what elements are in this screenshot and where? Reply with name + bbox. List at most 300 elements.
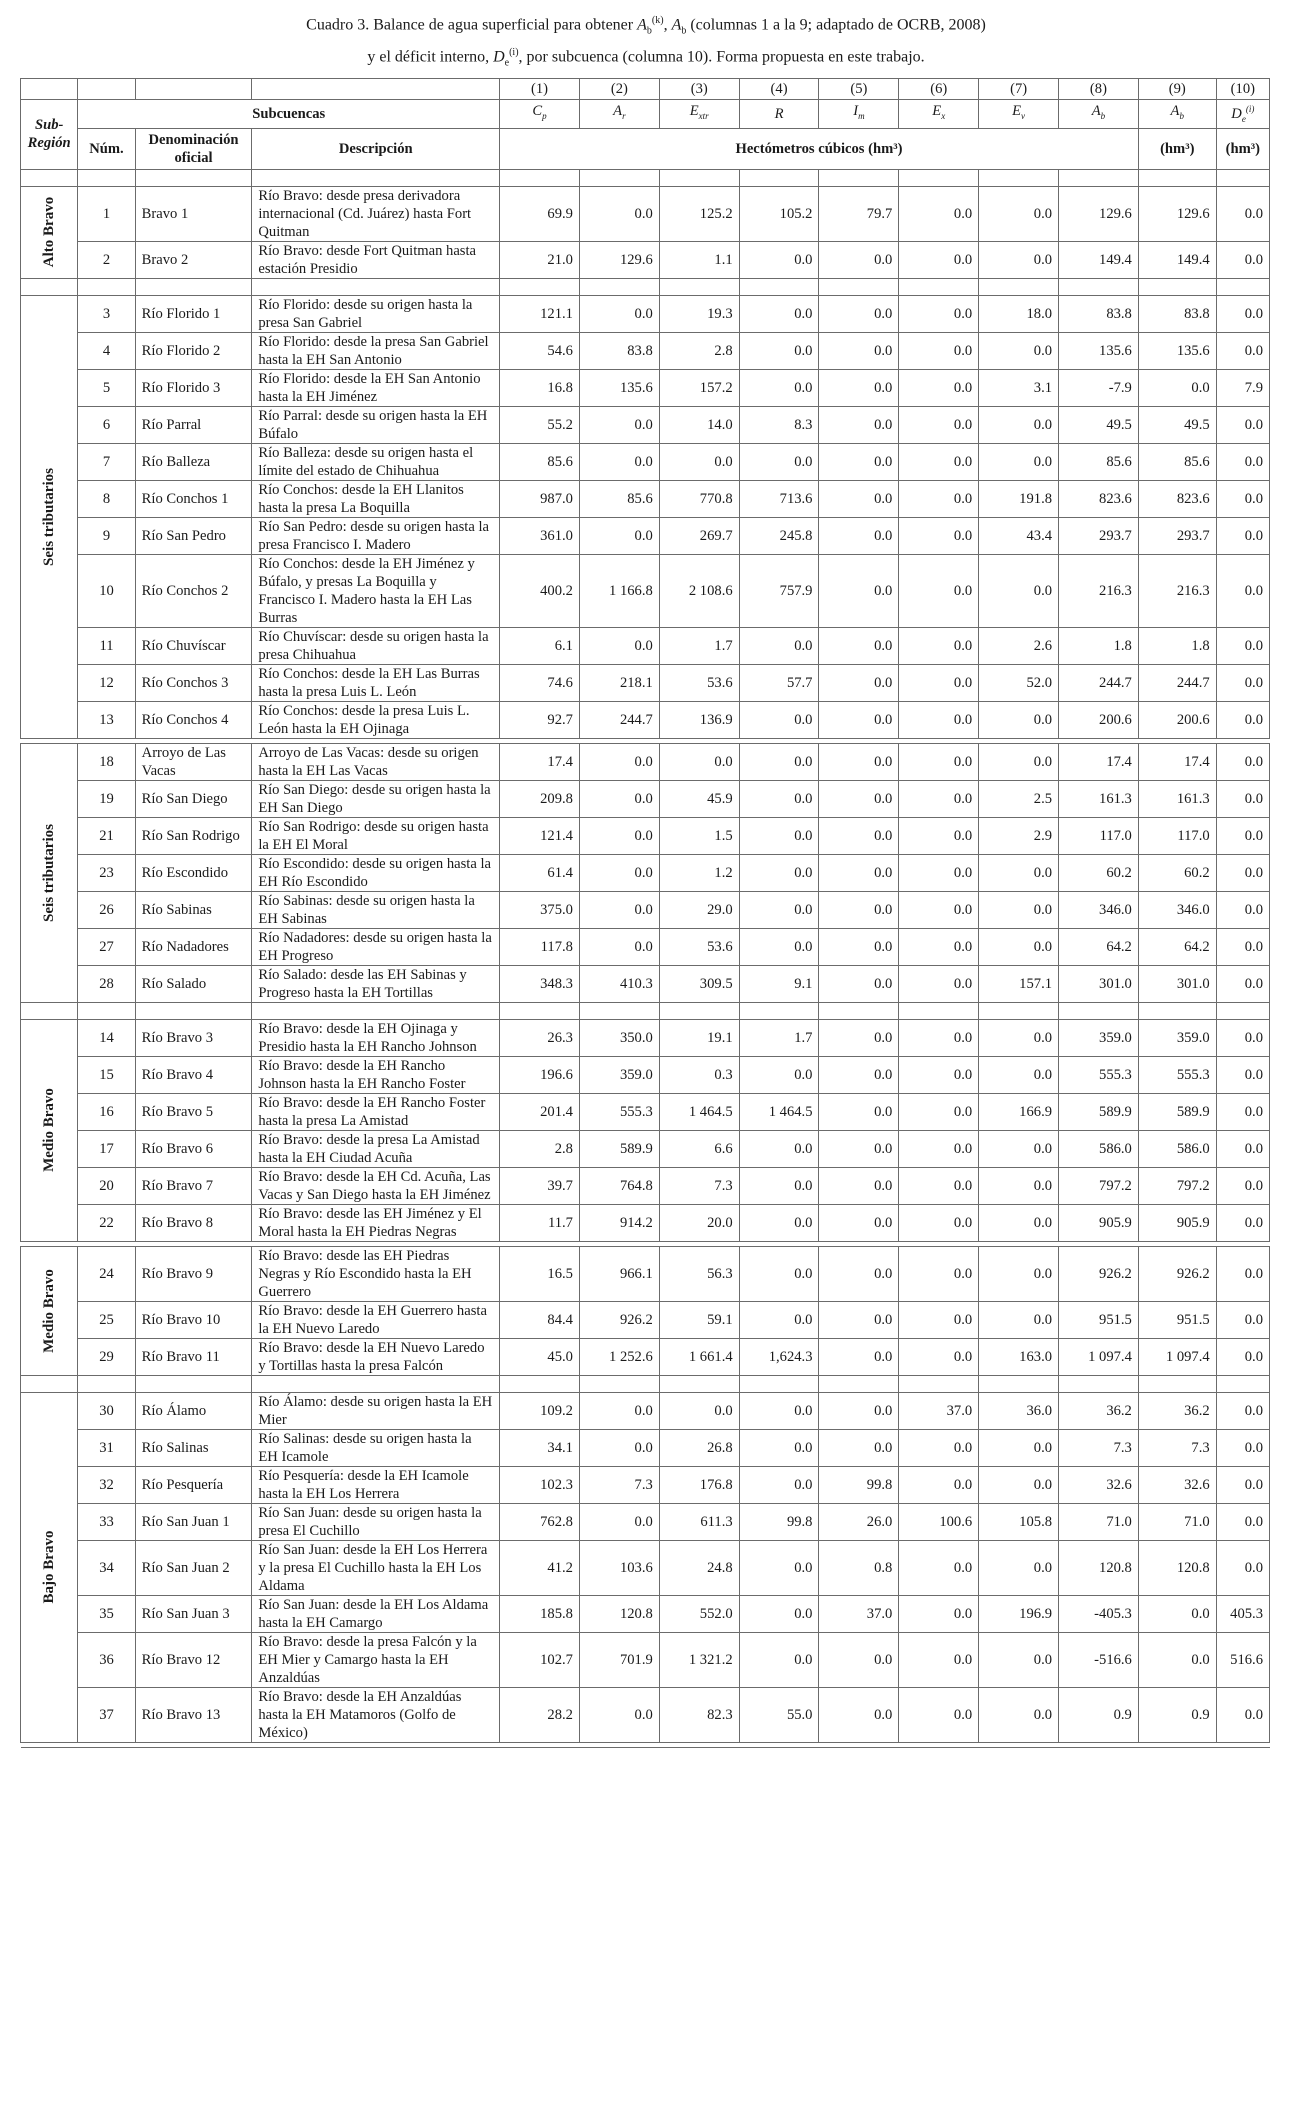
blank-cell: [1138, 169, 1216, 186]
subcuenca-description: Río Bravo: desde la EH Anzaldúas hasta la EH Matamoros (Golfo de México): [252, 1687, 500, 1742]
table-row: [21, 1687, 1270, 1742]
value-cell-col-7: 2.9: [979, 817, 1059, 854]
subcuenca-number: 30: [78, 1392, 135, 1429]
value-cell-col-4: 1.7: [739, 1019, 819, 1056]
table-row: [21, 1301, 1270, 1338]
value-cell-col-8: 60.2: [1059, 854, 1139, 891]
value-cell-col-2: 244.7: [579, 701, 659, 738]
table-row: [21, 928, 1270, 965]
subcuenca-number: 11: [78, 627, 135, 664]
blank-cell: [899, 1375, 979, 1392]
value-cell-col-5: 0.0: [819, 295, 899, 332]
value-cell-col-1: 34.1: [500, 1429, 580, 1466]
blank-cell: [819, 169, 899, 186]
value-cell-col-3: 45.9: [659, 780, 739, 817]
column-number: (2): [579, 79, 659, 100]
blank-cell: [739, 1375, 819, 1392]
value-cell-col-6: 0.0: [899, 1167, 979, 1204]
value-cell-col-3: 53.6: [659, 664, 739, 701]
value-cell-col-7: 166.9: [979, 1093, 1059, 1130]
blank-cell: [1059, 1742, 1139, 1747]
subcuenca-name: Río Conchos 3: [135, 664, 252, 701]
value-cell-col-2: 764.8: [579, 1167, 659, 1204]
subcuenca-number: 2: [78, 241, 135, 278]
value-cell-col-10: 0.0: [1216, 743, 1269, 780]
table-row: [21, 1204, 1270, 1241]
value-cell-col-8: 71.0: [1059, 1503, 1139, 1540]
value-cell-col-4: 0.0: [739, 1429, 819, 1466]
value-cell-col-2: 701.9: [579, 1632, 659, 1687]
blank-cell: [1138, 278, 1216, 295]
blank-cell: [78, 1375, 135, 1392]
value-cell-col-5: 0.0: [819, 664, 899, 701]
blank-cell: [739, 1742, 819, 1747]
value-cell-col-3: 2 108.6: [659, 554, 739, 627]
blank-cell: [1138, 1375, 1216, 1392]
value-cell-col-8: 926.2: [1059, 1246, 1139, 1301]
value-cell-col-8: 586.0: [1059, 1130, 1139, 1167]
blank-cell: [1138, 1002, 1216, 1019]
value-cell-col-3: 26.8: [659, 1429, 739, 1466]
subcuenca-description: Río San Diego: desde su origen hasta la EH San Diego: [252, 780, 500, 817]
subcuenca-number: 26: [78, 891, 135, 928]
value-cell-col-6: 0.0: [899, 780, 979, 817]
value-cell-col-1: 16.5: [500, 1246, 580, 1301]
value-cell-col-1: 17.4: [500, 743, 580, 780]
value-cell-col-7: 0.0: [979, 1056, 1059, 1093]
subcuenca-description: Río San Juan: desde la EH Los Aldama hasta la EH Camargo: [252, 1595, 500, 1632]
subcuenca-name: Río San Rodrigo: [135, 817, 252, 854]
value-cell-col-10: 0.0: [1216, 701, 1269, 738]
value-cell-col-4: 57.7: [739, 664, 819, 701]
descripcion-header: Descripción: [252, 128, 500, 169]
table-row: [21, 1392, 1270, 1429]
value-cell-col-8: 359.0: [1059, 1019, 1139, 1056]
table-header: [21, 79, 1270, 170]
value-cell-col-6: 0.0: [899, 1687, 979, 1742]
value-cell-col-7: 0.0: [979, 1540, 1059, 1595]
value-cell-col-8: -7.9: [1059, 369, 1139, 406]
subcuenca-name: Río Bravo 13: [135, 1687, 252, 1742]
value-cell-col-1: 11.7: [500, 1204, 580, 1241]
blank-cell: [1059, 278, 1139, 295]
value-cell-col-2: 0.0: [579, 517, 659, 554]
blank-cell: [21, 169, 78, 186]
value-cell-col-3: 14.0: [659, 406, 739, 443]
value-cell-col-8: 200.6: [1059, 701, 1139, 738]
value-cell-col-10: 0.0: [1216, 1338, 1269, 1375]
symbol-base: I: [853, 103, 859, 120]
value-cell-col-1: 74.6: [500, 664, 580, 701]
subcuenca-number: 20: [78, 1167, 135, 1204]
subcuenca-name: Río Pesquería: [135, 1466, 252, 1503]
value-cell-col-3: 19.1: [659, 1019, 739, 1056]
value-cell-col-8: 589.9: [1059, 1093, 1139, 1130]
subcuenca-number: 32: [78, 1466, 135, 1503]
subregion-cell: [21, 1392, 78, 1742]
value-cell-col-10: 0.0: [1216, 965, 1269, 1002]
value-cell-col-5: 0.0: [819, 1301, 899, 1338]
value-cell-col-10: 0.0: [1216, 1056, 1269, 1093]
blank-cell: [500, 1002, 580, 1019]
value-cell-col-5: 0.0: [819, 1429, 899, 1466]
subcuenca-number: 8: [78, 480, 135, 517]
value-cell-col-7: 0.0: [979, 186, 1059, 241]
value-cell-col-8: 129.6: [1059, 186, 1139, 241]
value-cell-col-8: 951.5: [1059, 1301, 1139, 1338]
blank-cell: [979, 278, 1059, 295]
value-cell-col-5: 0.0: [819, 1167, 899, 1204]
value-cell-col-1: 2.8: [500, 1130, 580, 1167]
value-cell-col-8: 149.4: [1059, 241, 1139, 278]
value-cell-col-10: 0.0: [1216, 554, 1269, 627]
value-cell-col-7: 0.0: [979, 1130, 1059, 1167]
blank-cell: [1059, 169, 1139, 186]
value-cell-col-9: 0.0: [1138, 369, 1216, 406]
caption-symbol: A: [637, 16, 647, 34]
blank-cell: [899, 1002, 979, 1019]
subregion-label: Seis tributarios: [41, 467, 58, 566]
column-number: (8): [1059, 79, 1139, 100]
blank-cell: [135, 1742, 252, 1747]
caption-symbol-sub: e: [504, 57, 510, 69]
value-cell-col-2: 0.0: [579, 1392, 659, 1429]
value-cell-col-2: 0.0: [579, 443, 659, 480]
value-cell-col-2: 0.0: [579, 854, 659, 891]
value-cell-col-2: 0.0: [579, 295, 659, 332]
value-cell-col-2: 120.8: [579, 1595, 659, 1632]
caption-symbol: A: [671, 16, 682, 34]
value-cell-col-8: 64.2: [1059, 928, 1139, 965]
column-symbol: [1138, 100, 1216, 129]
value-cell-col-10: 0.0: [1216, 517, 1269, 554]
caption-text: (columnas 1 a la 9; adaptado de OCRB, 2008): [686, 16, 986, 34]
blank-cell: [252, 278, 500, 295]
value-cell-col-9: 49.5: [1138, 406, 1216, 443]
symbol-base: A: [1091, 103, 1101, 120]
subcuenca-name: Río Florido 3: [135, 369, 252, 406]
caption-symbol-sup: (i): [509, 46, 519, 58]
value-cell-col-7: 0.0: [979, 241, 1059, 278]
subcuenca-name: Río San Juan 1: [135, 1503, 252, 1540]
value-cell-col-10: 0.0: [1216, 443, 1269, 480]
subcuenca-name: Río San Pedro: [135, 517, 252, 554]
value-cell-col-5: 26.0: [819, 1503, 899, 1540]
blank-cell: [500, 1375, 580, 1392]
subcuenca-description: Río Bravo: desde la presa La Amistad hasta la EH Ciudad Acuña: [252, 1130, 500, 1167]
subcuenca-description: Río Bravo: desde las EH Jiménez y El Moral hasta la EH Piedras Negras: [252, 1204, 500, 1241]
symbol-base: E: [932, 103, 942, 120]
value-cell-col-2: 1 166.8: [579, 554, 659, 627]
value-cell-col-3: 6.6: [659, 1130, 739, 1167]
column-number: (3): [659, 79, 739, 100]
blank-cell: [21, 79, 78, 100]
value-cell-col-5: 0.0: [819, 965, 899, 1002]
table-row: [21, 1019, 1270, 1056]
value-cell-col-8: 1.8: [1059, 627, 1139, 664]
value-cell-col-3: 552.0: [659, 1595, 739, 1632]
value-cell-col-7: 36.0: [979, 1392, 1059, 1429]
value-cell-col-10: 405.3: [1216, 1595, 1269, 1632]
value-cell-col-9: 64.2: [1138, 928, 1216, 965]
subcuenca-name: Río Bravo 10: [135, 1301, 252, 1338]
value-cell-col-4: 105.2: [739, 186, 819, 241]
value-cell-col-2: 7.3: [579, 1466, 659, 1503]
value-cell-col-9: 71.0: [1138, 1503, 1216, 1540]
value-cell-col-6: 0.0: [899, 1540, 979, 1595]
value-cell-col-5: 0.0: [819, 928, 899, 965]
value-cell-col-5: 0.0: [819, 817, 899, 854]
value-cell-col-9: 117.0: [1138, 817, 1216, 854]
subcuenca-number: 22: [78, 1204, 135, 1241]
subcuenca-name: Río Álamo: [135, 1392, 252, 1429]
value-cell-col-7: 0.0: [979, 1246, 1059, 1301]
value-cell-col-8: 32.6: [1059, 1466, 1139, 1503]
subcuenca-description: Río San Pedro: desde su origen hasta la presa Francisco I. Madero: [252, 517, 500, 554]
value-cell-col-2: 0.0: [579, 817, 659, 854]
value-cell-col-1: 987.0: [500, 480, 580, 517]
value-cell-col-6: 0.0: [899, 1056, 979, 1093]
value-cell-col-4: 0.0: [739, 1204, 819, 1241]
subcuenca-name: Río Bravo 7: [135, 1167, 252, 1204]
value-cell-col-3: 1.7: [659, 627, 739, 664]
unit-header-10: (hm³): [1216, 128, 1269, 169]
subcuenca-name: Río Conchos 2: [135, 554, 252, 627]
subcuenca-description: Río Bravo: desde Fort Quitman hasta estación Presidio: [252, 241, 500, 278]
value-cell-col-1: 117.8: [500, 928, 580, 965]
table-row: [21, 1338, 1270, 1375]
value-cell-col-6: 0.0: [899, 1466, 979, 1503]
blank-cell: [135, 1375, 252, 1392]
value-cell-col-6: 0.0: [899, 701, 979, 738]
subcuenca-name: Río San Diego: [135, 780, 252, 817]
value-cell-col-1: 209.8: [500, 780, 580, 817]
value-cell-col-2: 0.0: [579, 780, 659, 817]
blank-cell: [579, 1742, 659, 1747]
table-row: [21, 780, 1270, 817]
column-symbol: [579, 100, 659, 129]
subcuenca-description: Río Álamo: desde su origen hasta la EH Mier: [252, 1392, 500, 1429]
table-row: [21, 443, 1270, 480]
blank-cell: [739, 169, 819, 186]
value-cell-col-2: 218.1: [579, 664, 659, 701]
caption-text: ,: [663, 16, 672, 34]
value-cell-col-5: 0.0: [819, 1632, 899, 1687]
blank-cell: [579, 1375, 659, 1392]
blank-cell: [819, 1002, 899, 1019]
value-cell-col-10: 0.0: [1216, 817, 1269, 854]
subcuenca-description: Río San Juan: desde la EH Los Herrera y la presa El Cuchillo hasta la EH Los Aldama: [252, 1540, 500, 1595]
value-cell-col-6: 0.0: [899, 664, 979, 701]
blank-cell: [1059, 1375, 1139, 1392]
value-cell-col-3: 1.2: [659, 854, 739, 891]
value-cell-col-9: 555.3: [1138, 1056, 1216, 1093]
value-cell-col-6: 0.0: [899, 517, 979, 554]
value-cell-col-1: 45.0: [500, 1338, 580, 1375]
value-cell-col-1: 185.8: [500, 1595, 580, 1632]
value-cell-col-2: 926.2: [579, 1301, 659, 1338]
value-cell-col-4: 245.8: [739, 517, 819, 554]
value-cell-col-6: 0.0: [899, 1204, 979, 1241]
value-cell-col-10: 0.0: [1216, 1540, 1269, 1595]
value-cell-col-3: 53.6: [659, 928, 739, 965]
subcuenca-number: 4: [78, 332, 135, 369]
symbol-sub: e: [1241, 113, 1246, 124]
value-cell-col-2: 0.0: [579, 186, 659, 241]
subcuenca-number: 23: [78, 854, 135, 891]
value-cell-col-7: 0.0: [979, 701, 1059, 738]
value-cell-col-7: 163.0: [979, 1338, 1059, 1375]
value-cell-col-8: -405.3: [1059, 1595, 1139, 1632]
subcuenca-number: 29: [78, 1338, 135, 1375]
value-cell-col-7: 157.1: [979, 965, 1059, 1002]
column-number: (6): [899, 79, 979, 100]
blank-cell: [1216, 169, 1269, 186]
subcuenca-name: Río Bravo 5: [135, 1093, 252, 1130]
value-cell-col-1: 21.0: [500, 241, 580, 278]
value-cell-col-4: 0.0: [739, 817, 819, 854]
value-cell-col-6: 0.0: [899, 627, 979, 664]
value-cell-col-1: 16.8: [500, 369, 580, 406]
column-title-row: [21, 128, 1270, 169]
value-cell-col-7: 0.0: [979, 1466, 1059, 1503]
value-cell-col-10: 516.6: [1216, 1632, 1269, 1687]
value-cell-col-4: 1 464.5: [739, 1093, 819, 1130]
subregion-label: Medio Bravo: [41, 1088, 58, 1173]
value-cell-col-2: 0.0: [579, 406, 659, 443]
subcuenca-name: Río Conchos 4: [135, 701, 252, 738]
value-cell-col-10: 0.0: [1216, 295, 1269, 332]
subcuenca-description: Río Bravo: desde presa derivadora internacional (Cd. Juárez) hasta Fort Quitman: [252, 186, 500, 241]
value-cell-col-4: 0.0: [739, 1392, 819, 1429]
symbol-base: A: [1170, 103, 1180, 120]
unit-header-9: (hm³): [1138, 128, 1216, 169]
value-cell-col-3: 2.8: [659, 332, 739, 369]
column-symbol: [819, 100, 899, 129]
symbol-sub: r: [622, 111, 626, 122]
subcuenca-name: Río Florido 1: [135, 295, 252, 332]
value-cell-col-10: 0.0: [1216, 186, 1269, 241]
subcuenca-number: 31: [78, 1429, 135, 1466]
value-cell-col-2: 0.0: [579, 928, 659, 965]
value-cell-col-4: 0.0: [739, 1632, 819, 1687]
symbol-sub: b: [1100, 111, 1106, 122]
value-cell-col-8: 0.9: [1059, 1687, 1139, 1742]
subcuenca-name: Río Bravo 6: [135, 1130, 252, 1167]
value-cell-col-1: 102.7: [500, 1632, 580, 1687]
subcuenca-description: Río Salinas: desde su origen hasta la EH Icamole: [252, 1429, 500, 1466]
blank-cell: [659, 1002, 739, 1019]
table-row: [21, 891, 1270, 928]
subregion-header: Sub-Región: [21, 100, 78, 170]
value-cell-col-10: 0.0: [1216, 1392, 1269, 1429]
value-cell-col-8: 1 097.4: [1059, 1338, 1139, 1375]
column-number: (9): [1138, 79, 1216, 100]
blank-cell: [78, 169, 135, 186]
subcuenca-number: 12: [78, 664, 135, 701]
symbol-sub: m: [858, 111, 865, 122]
value-cell-col-8: 85.6: [1059, 443, 1139, 480]
value-cell-col-6: 0.0: [899, 332, 979, 369]
subcuenca-number: 37: [78, 1687, 135, 1742]
value-cell-col-2: 555.3: [579, 1093, 659, 1130]
value-cell-col-4: 0.0: [739, 241, 819, 278]
value-cell-col-8: 36.2: [1059, 1392, 1139, 1429]
value-cell-col-7: 0.0: [979, 443, 1059, 480]
value-cell-col-1: 121.1: [500, 295, 580, 332]
value-cell-col-2: 0.0: [579, 1687, 659, 1742]
subcuenca-number: 9: [78, 517, 135, 554]
table-row: [21, 186, 1270, 241]
value-cell-col-6: 0.0: [899, 186, 979, 241]
value-cell-col-5: 0.0: [819, 1093, 899, 1130]
spacer-row: [21, 1742, 1270, 1747]
symbol-sub: b: [1179, 111, 1184, 122]
value-cell-col-4: 55.0: [739, 1687, 819, 1742]
value-cell-col-7: 0.0: [979, 1687, 1059, 1742]
value-cell-col-4: 0.0: [739, 928, 819, 965]
subcuenca-name: Río Bravo 8: [135, 1204, 252, 1241]
value-cell-col-2: 0.0: [579, 1429, 659, 1466]
caption-line-2: [0, 42, 1292, 74]
symbol-base: E: [1012, 103, 1022, 120]
value-cell-col-6: 0.0: [899, 854, 979, 891]
value-cell-col-3: 0.3: [659, 1056, 739, 1093]
symbol-base: C: [532, 103, 543, 120]
value-cell-col-10: 7.9: [1216, 369, 1269, 406]
value-cell-col-10: 0.0: [1216, 1019, 1269, 1056]
value-cell-col-7: 2.6: [979, 627, 1059, 664]
subcuenca-number: 3: [78, 295, 135, 332]
table-caption: [0, 0, 1292, 69]
column-number: (10): [1216, 79, 1269, 100]
value-cell-col-9: 589.9: [1138, 1093, 1216, 1130]
table-row: [21, 554, 1270, 627]
value-cell-col-4: 1,624.3: [739, 1338, 819, 1375]
value-cell-col-6: 0.0: [899, 743, 979, 780]
spacer-row: [21, 278, 1270, 295]
value-cell-col-7: 191.8: [979, 480, 1059, 517]
value-cell-col-1: 400.2: [500, 554, 580, 627]
column-symbol: [899, 100, 979, 129]
subcuenca-number: 1: [78, 186, 135, 241]
symbol-sub: x: [941, 111, 946, 122]
subcuenca-description: Río Parral: desde su origen hasta la EH Búfalo: [252, 406, 500, 443]
value-cell-col-7: 0.0: [979, 332, 1059, 369]
table-row: [21, 1429, 1270, 1466]
value-cell-col-1: 92.7: [500, 701, 580, 738]
subcuenca-name: Arroyo de Las Vacas: [135, 743, 252, 780]
blank-cell: [135, 1002, 252, 1019]
blank-cell: [1216, 278, 1269, 295]
blank-cell: [659, 1742, 739, 1747]
blank-cell: [739, 1002, 819, 1019]
value-cell-col-9: 60.2: [1138, 854, 1216, 891]
subcuenca-description: Río Sabinas: desde su origen hasta la EH Sabinas: [252, 891, 500, 928]
column-number: (7): [979, 79, 1059, 100]
subcuenca-description: Río Bravo: desde la EH Ojinaga y Presidio hasta la EH Rancho Johnson: [252, 1019, 500, 1056]
subregion-cell: [21, 186, 78, 278]
value-cell-col-9: 293.7: [1138, 517, 1216, 554]
subcuenca-description: Río Florido: desde la EH San Antonio hasta la EH Jiménez: [252, 369, 500, 406]
table-row: [21, 664, 1270, 701]
value-cell-col-2: 103.6: [579, 1540, 659, 1595]
value-cell-col-6: 0.0: [899, 554, 979, 627]
value-cell-col-7: 0.0: [979, 1019, 1059, 1056]
symbol-sub: xtr: [698, 111, 709, 122]
value-cell-col-4: 8.3: [739, 406, 819, 443]
subcuenca-number: 28: [78, 965, 135, 1002]
